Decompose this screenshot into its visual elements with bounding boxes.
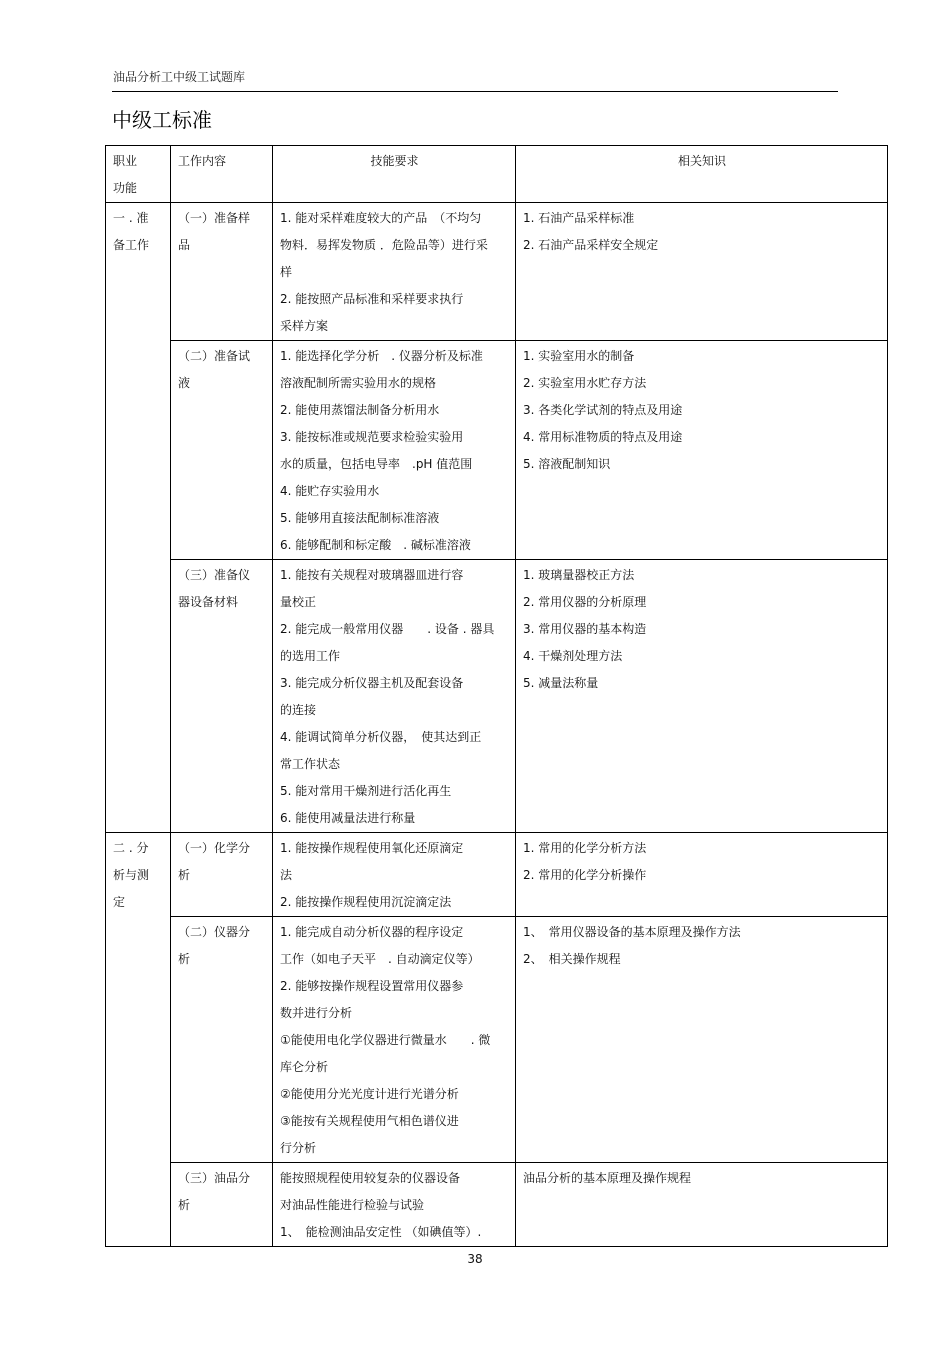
work-content-line: 器设备材料 [178,595,239,609]
knowledge-cell [516,203,888,341]
table-row [106,341,888,560]
skill-line: 2. 能够按操作规程设置常用仪器参 [280,979,464,993]
work-content-line: 析 [178,868,191,882]
knowledge-cell [516,560,888,833]
function-line: 二 . 分 [113,841,149,855]
skill-line: 4. 能调试简单分析仪器， 使其达到正 [280,730,482,744]
table-row [106,833,888,917]
knowledge-line: 2. 常用的化学分析操作 [523,868,647,882]
skill-line: 1. 能选择化学分析 . 仪器分析及标准 [280,349,483,363]
skill-line: 能按照规程使用较复杂的仪器设备 [280,1171,461,1185]
work-content-line: （三）准备仪 [178,568,251,582]
skill-line: 1. 能按操作规程使用氧化还原滴定 [280,841,464,855]
knowledge-line: 1. 石油产品采样标准 [523,211,635,225]
knowledge-line: 1. 实验室用水的制备 [523,349,635,363]
knowledge-line: 1. 玻璃量器校正方法 [523,568,635,582]
skill-line: ①能使用电化学仪器进行微量水 . 微 [280,1033,491,1047]
running-header: 油品分析工中级工试题库 [113,70,246,84]
knowledge-line: 4. 干燥剂处理方法 [523,649,623,663]
function-line: 备工作 [113,238,150,252]
skills-cell [273,917,516,1163]
page-number: 38 [467,1252,483,1266]
table-row [106,1163,888,1247]
page-title: 中级工标准 [112,108,212,132]
header-func-line: 职业 [113,154,138,168]
work-content-line: 析 [178,1198,191,1212]
skill-line: 4. 能贮存实验用水 [280,484,380,498]
header-content [171,146,273,203]
function-line: 一 . 准 [113,211,149,225]
skills-cell [273,203,516,341]
table-header-row [106,146,888,203]
header-func-line: 功能 [113,181,138,195]
skill-line: 数并进行分析 [280,1006,353,1020]
skill-line: 的连接 [280,703,317,717]
header-knowledge-label: 相关知识 [677,154,726,168]
knowledge-cell [516,341,888,560]
skill-line: 2. 能完成一般常用仪器 . 设备 . 器具 [280,622,495,636]
skill-line: 采样方案 [280,319,329,333]
work-content-line: 液 [178,376,191,390]
knowledge-cell [516,1163,888,1247]
work-content-cell [171,341,273,560]
skill-line: 对油品性能进行检验与试验 [280,1198,425,1212]
standard-table [105,145,888,1247]
skill-line: ②能使用分光光度计进行光谱分析 [280,1087,459,1101]
skill-line: 样 [280,265,293,279]
skill-line: 物料．易挥发物质 ．危险品等）进行采 [280,238,488,252]
work-content-cell [171,917,273,1163]
knowledge-line: 4. 常用标准物质的特点及用途 [523,430,683,444]
header-knowledge [516,146,888,203]
skill-line: 1、 能检测油品安定性 （如碘值等）. [280,1225,482,1239]
knowledge-line: 5. 溶液配制知识 [523,457,611,471]
skill-line: 库仑分析 [280,1060,329,1074]
function-line: 定 [113,895,126,909]
work-content-cell [171,1163,273,1247]
header-content-label: 工作内容 [178,154,227,168]
skills-cell [273,833,516,917]
skills-cell [273,560,516,833]
skill-line: 行分析 [280,1141,317,1155]
work-content-line: （二）准备试 [178,349,251,363]
skill-line: 2. 能按照产品标准和采样要求执行 [280,292,464,306]
knowledge-line: 2. 石油产品采样安全规定 [523,238,659,252]
work-content-cell [171,203,273,341]
knowledge-line: 3. 常用仪器的基本构造 [523,622,647,636]
work-content-line: （一）准备样 [178,211,251,225]
knowledge-line: 2. 常用仪器的分析原理 [523,595,647,609]
function-cell [106,833,171,1247]
skill-line: 2. 能使用蒸馏法制备分析用水 [280,403,440,417]
knowledge-line: 3. 各类化学试剂的特点及用途 [523,403,683,417]
skill-line: 法 [280,868,293,882]
table-row [106,917,888,1163]
skill-line: ③能按有关规程使用气相色谱仪进 [280,1114,459,1128]
header-rule [112,91,838,92]
knowledge-line: 5. 减量法称量 [523,676,599,690]
table-row [106,560,888,833]
skill-line: 1. 能对采样难度较大的产品 （不均匀 [280,211,482,225]
work-content-line: （二）仪器分 [178,925,251,939]
skill-line: 量校正 [280,595,317,609]
knowledge-line: 2、 相关操作规程 [523,952,621,966]
knowledge-line: 1. 常用的化学分析方法 [523,841,647,855]
work-content-line: 品 [178,238,191,252]
knowledge-cell [516,917,888,1163]
knowledge-line: 油品分析的基本原理及操作规程 [523,1171,692,1185]
skill-line: 2. 能按操作规程使用沉淀滴定法 [280,895,452,909]
skill-line: 5. 能对常用干燥剂进行活化再生 [280,784,452,798]
skill-line: 3. 能完成分析仪器主机及配套设备 [280,676,464,690]
knowledge-cell [516,833,888,917]
skill-line: 水的质量，包括电导率 .pH 值范围 [280,457,473,471]
table-row [106,203,888,341]
knowledge-line: 2. 实验室用水贮存方法 [523,376,647,390]
skill-line: 溶液配制所需实验用水的规格 [280,376,437,390]
skills-cell [273,1163,516,1247]
header-skills [273,146,516,203]
work-content-cell [171,560,273,833]
skill-line: 1. 能完成自动分析仪器的程序设定 [280,925,464,939]
skill-line: 6. 能够配制和标定酸 . 碱标准溶液 [280,538,471,552]
skill-line: 3. 能按标准或规范要求检验实验用 [280,430,464,444]
knowledge-line: 1、 常用仪器设备的基本原理及操作方法 [523,925,741,939]
skill-line: 工作（如电子天平 . 自动滴定仪等） [280,952,480,966]
work-content-line: 析 [178,952,191,966]
header-func [106,146,171,203]
skill-line: 常工作状态 [280,757,341,771]
skills-cell [273,341,516,560]
header-skills-label: 技能要求 [370,154,419,168]
skill-line: 6. 能使用减量法进行称量 [280,811,416,825]
work-content-cell [171,833,273,917]
skill-line: 的选用工作 [280,649,341,663]
work-content-line: （一）化学分 [178,841,251,855]
function-line: 析与测 [113,868,150,882]
skill-line: 5. 能够用直接法配制标准溶液 [280,511,440,525]
work-content-line: （三）油品分 [178,1171,251,1185]
skill-line: 1. 能按有关规程对玻璃器皿进行容 [280,568,464,582]
function-cell [106,203,171,833]
